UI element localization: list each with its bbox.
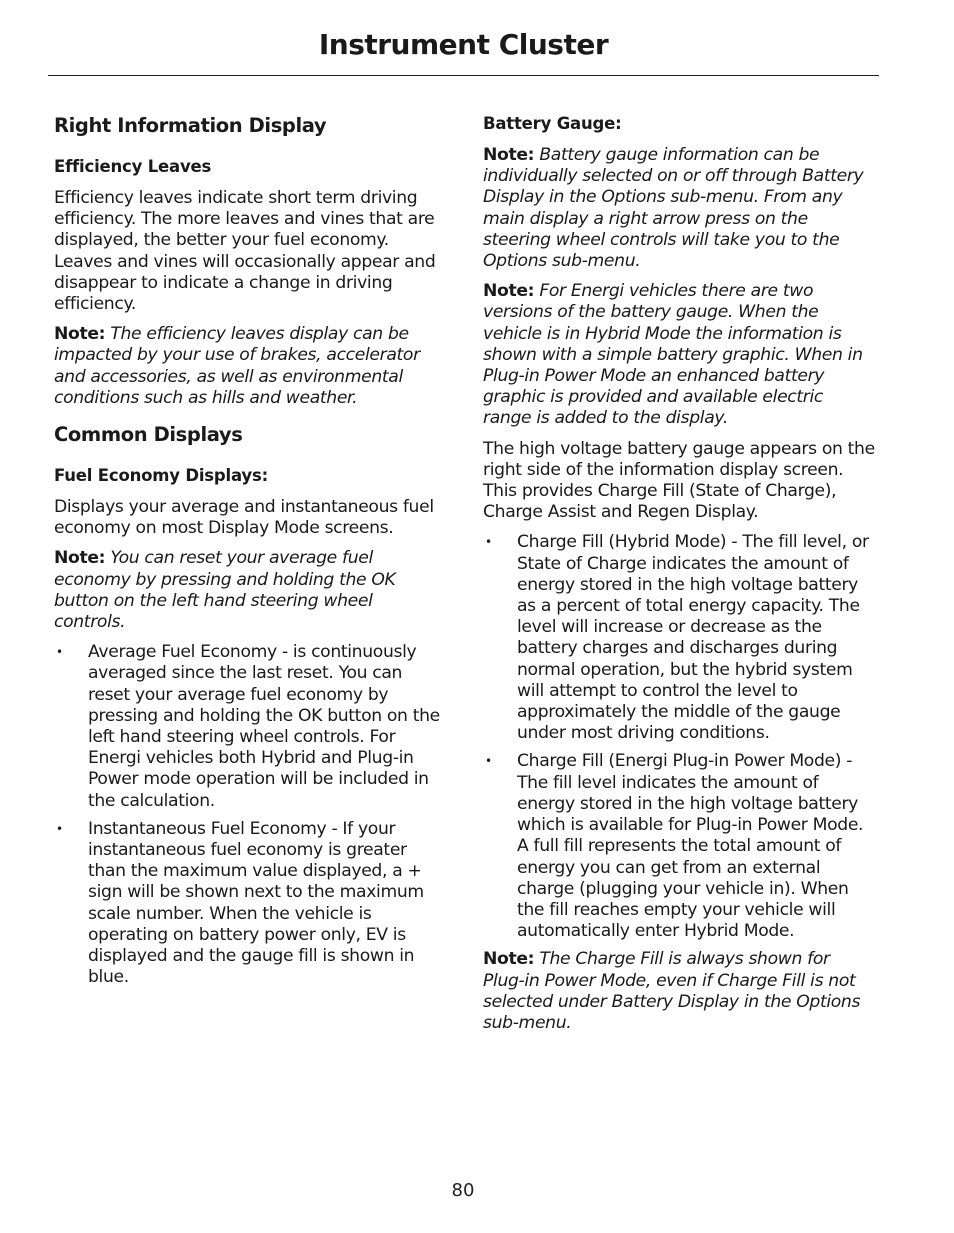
paragraph-battery-gauge: The high voltage battery gauge appears on the right side of the information display screen. This provides Charge Fill (State of Charge), Charge Assist and Regen Display. bbox=[483, 438, 875, 523]
title-divider bbox=[48, 75, 879, 76]
note-battery-gauge-versions bbox=[483, 281, 875, 429]
list-item-text: Charge Fill (Energi Plug-in Power Mode) - The fill level indicates the amount of energy stored in the high voltage battery which is available for Plug-in Power Mode. A full fill represents the total amount of energy you can get from an external charge (plugging your vehicle in). When the fill reaches empty your vehicle will automatically enter Hybrid Mode. bbox=[517, 751, 864, 942]
note-text: You can reset your average fuel economy by pressing and holding the OK button on the left hand steering wheel controls. bbox=[54, 548, 396, 633]
bullet-icon: • bbox=[56, 821, 63, 836]
page-number: 80 bbox=[451, 1180, 475, 1201]
list-item-text: Instantaneous Fuel Economy - If your instantaneous fuel economy is greater than the maximum value displayed, a + sign will be shown next to the maximum scale number. When the vehicle is operating on battery power only, EV is displayed and the gauge fill is shown in blue. bbox=[88, 818, 424, 988]
list-item-text: Average Fuel Economy - is continuously averaged since the last reset. You can reset your average fuel economy by pressing and holding the OK button on the left hand steering wheel controls. For Energi vehicles both Hybrid and Plug-in Power mode operation will be included in the calculation. bbox=[88, 642, 440, 811]
list-item bbox=[54, 819, 446, 989]
note-label: Note: bbox=[54, 324, 106, 345]
bullet-icon: • bbox=[56, 645, 63, 660]
note-battery-gauge-options bbox=[483, 145, 875, 272]
note-label: Note: bbox=[54, 548, 106, 569]
note-fuel-economy bbox=[54, 548, 446, 633]
fuel-economy-bullet-list bbox=[54, 642, 446, 988]
note-text: For Energi vehicles there are two versions of the battery gauge. When the vehicle is in Hybrid Mode the information is shown with a simple battery graphic. When in Plug-in Power Mode an enhanced battery graphic is provided and available electric range is added to the display. bbox=[483, 281, 863, 429]
note-label: Note: bbox=[483, 145, 535, 165]
note-text: The efficiency leaves display can be impacted by your use of brakes, accelerator and accessories, as well as environmental conditions such as hills and weather. bbox=[54, 324, 420, 408]
subsection-title-fuel-economy-displays: Fuel Economy Displays: bbox=[54, 466, 268, 486]
right-column bbox=[483, 113, 875, 1043]
section-title-right-information-display: Right Information Display bbox=[54, 114, 327, 137]
subsection-title-battery-gauge: Battery Gauge: bbox=[483, 114, 622, 133]
note-charge-fill bbox=[483, 949, 875, 1034]
note-efficiency-leaves bbox=[54, 324, 446, 409]
note-text: Battery gauge information can be individually selected on or off through Battery Display in the Options sub-menu. From any main display a right arrow press on the steering wheel controls will take you to the Options sub-menu. bbox=[483, 145, 864, 272]
list-item-text: Charge Fill (Hybrid Mode) - The fill level, or State of Charge indicates the amount of energy stored in the high voltage battery as a percent of total energy capacity. The level will increase or decrease as the battery charges and discharges during normal operation, but the hybrid system will attempt to control the level to approximately the middle of the gauge under most driving conditions. bbox=[517, 532, 869, 744]
list-item bbox=[54, 642, 446, 812]
list-item bbox=[483, 751, 875, 942]
paragraph-efficiency-leaves: Efficiency leaves indicate short term driving efficiency. The more leaves and vines that are displayed, the better your fuel economy. Leaves and vines will occasionally appear and disappear to indicate a change in driving efficiency. bbox=[54, 188, 436, 315]
left-column bbox=[54, 113, 446, 996]
note-label: Note: bbox=[483, 281, 535, 302]
note-text: The Charge Fill is always shown for Plug-in Power Mode, even if Charge Fill is not selected under Battery Display in the Options sub-menu. bbox=[483, 949, 861, 1033]
page-title: Instrument Cluster bbox=[318, 28, 609, 61]
bullet-icon: • bbox=[485, 535, 492, 550]
bullet-icon: • bbox=[485, 754, 492, 769]
list-item bbox=[483, 532, 875, 744]
note-label: Note: bbox=[483, 949, 535, 970]
paragraph-fuel-economy: Displays your average and instantaneous fuel economy on most Display Mode screens. bbox=[54, 497, 434, 539]
section-title-common-displays: Common Displays bbox=[54, 423, 243, 447]
subsection-title-efficiency-leaves: Efficiency Leaves bbox=[54, 157, 212, 176]
charge-fill-bullet-list bbox=[483, 532, 875, 942]
